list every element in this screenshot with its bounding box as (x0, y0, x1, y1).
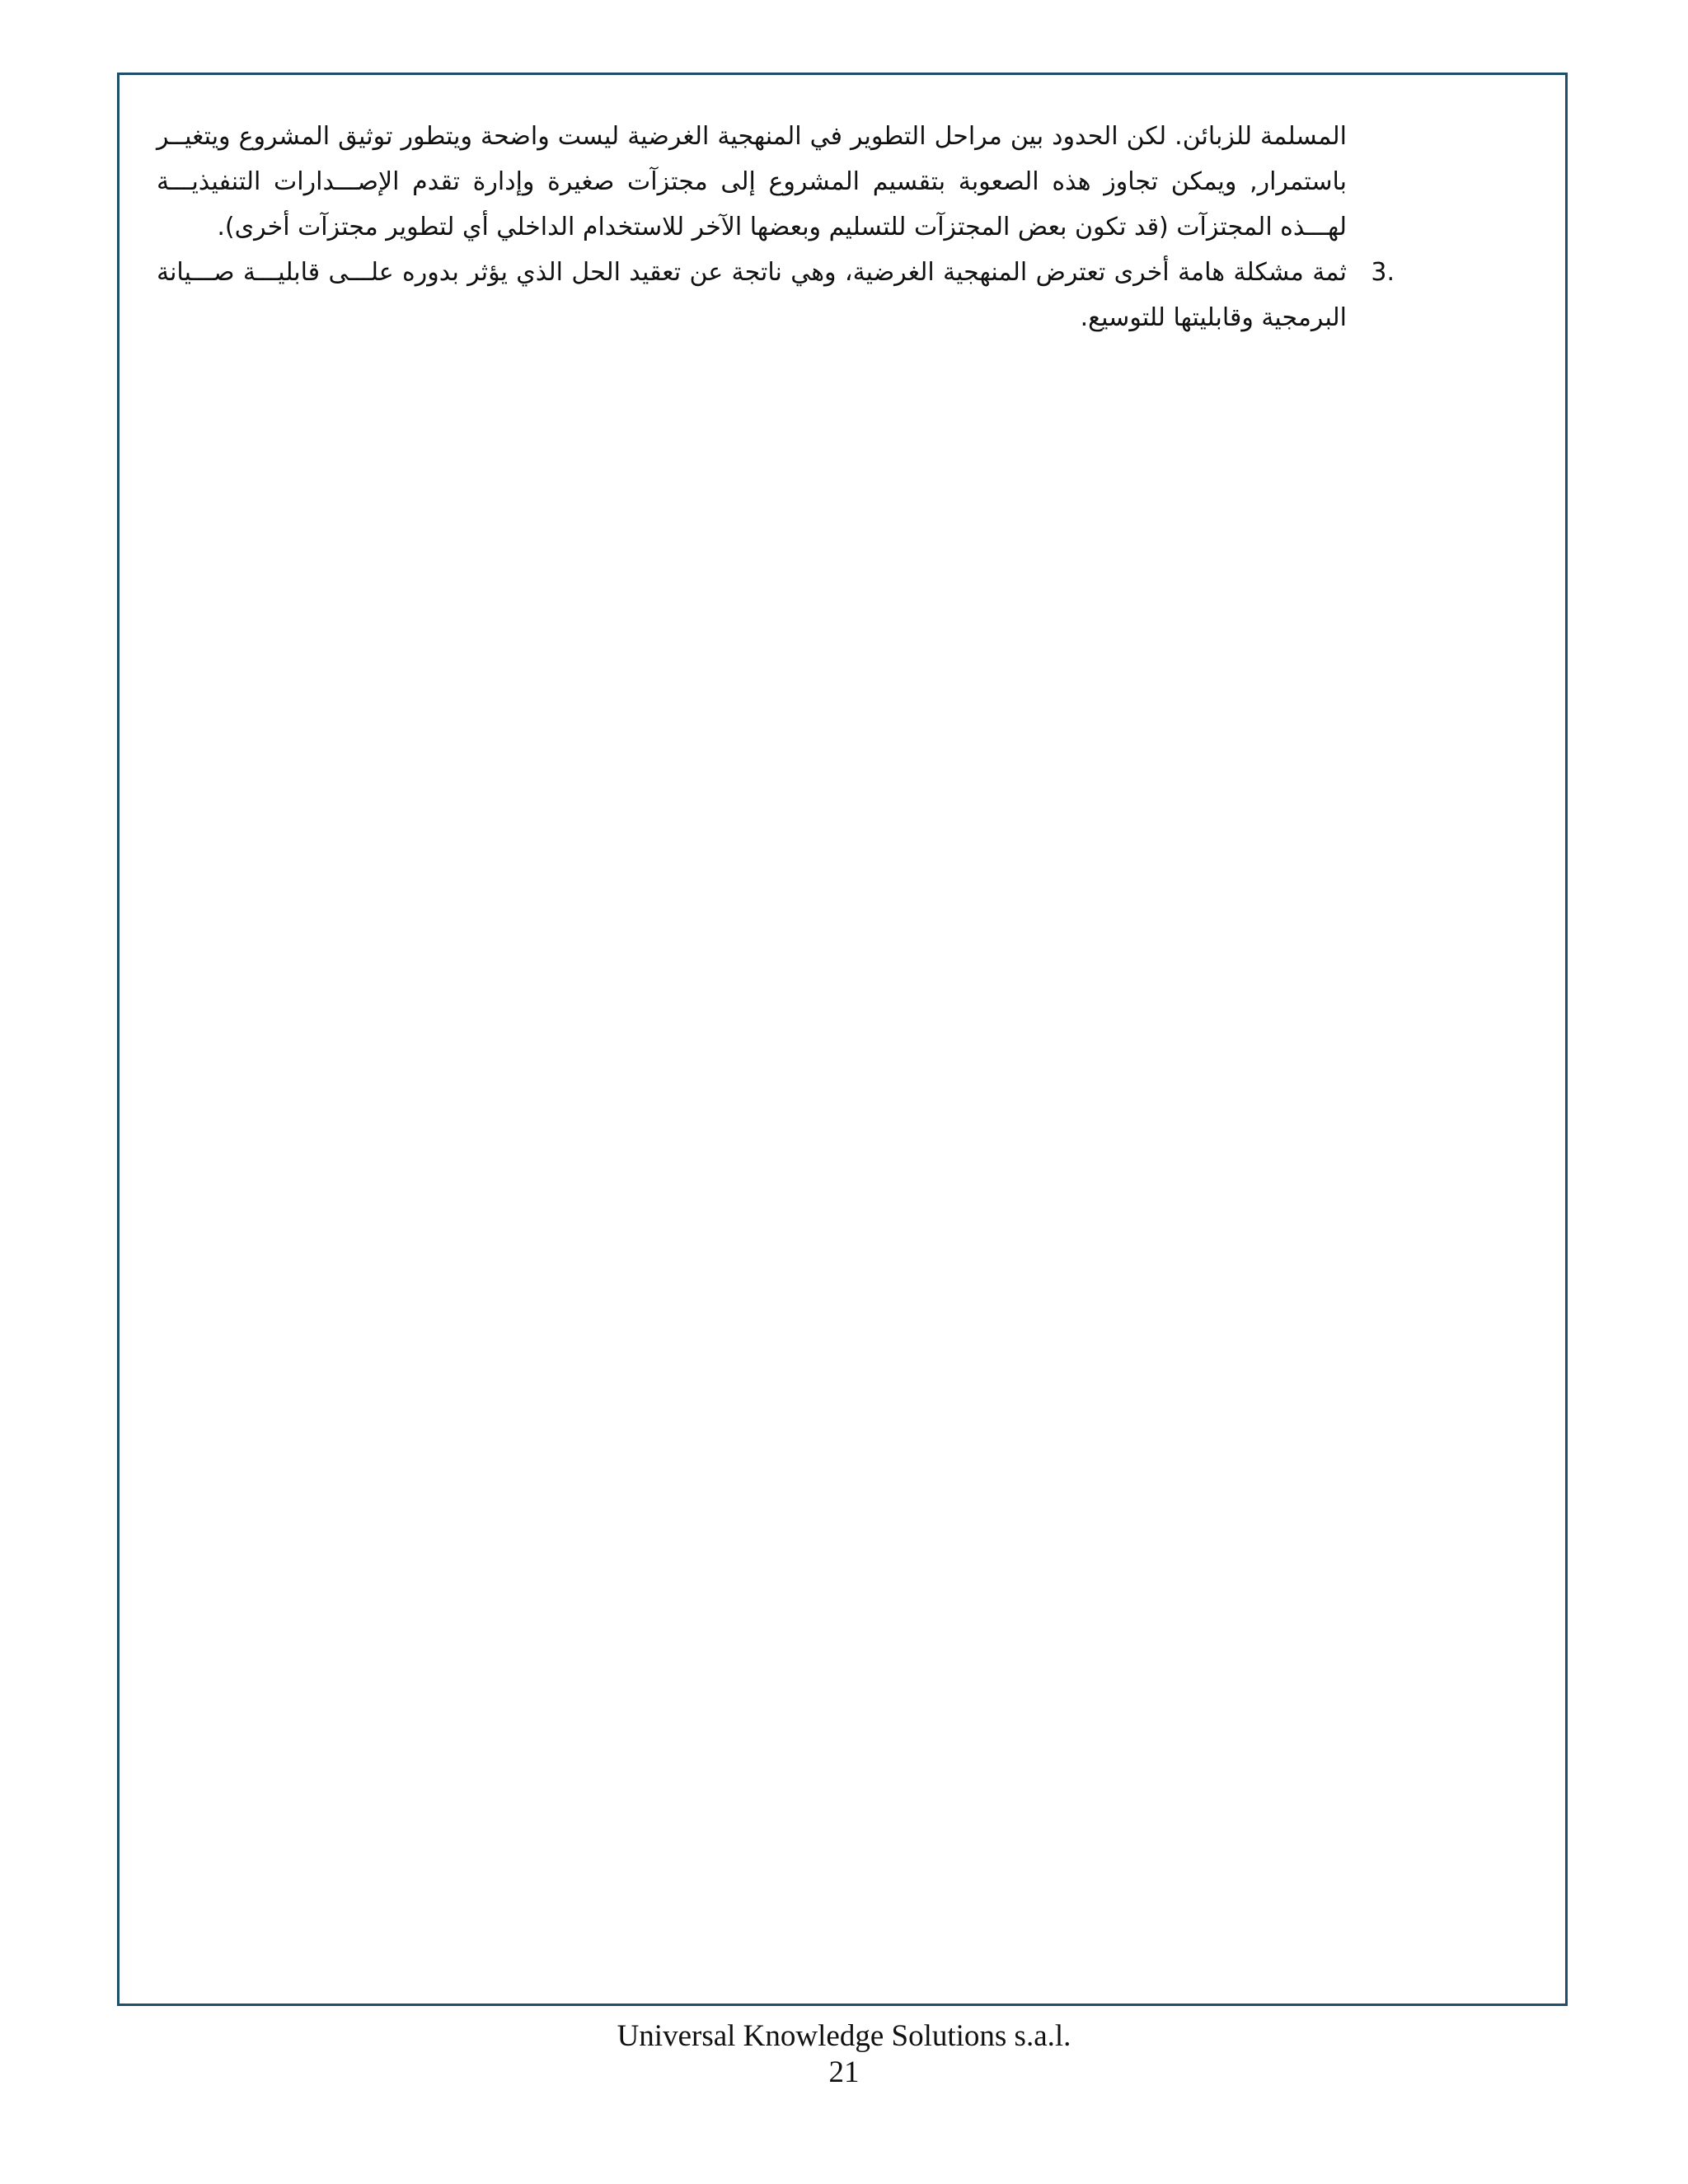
paragraph-continuation: المسلمة للزبائن. لكن الحدود بين مراحل التطوير في المنهجية الغرضية ليست واضحة ويتطور توثيق المشروع ويتغيــر باستمرار, ويمكن تجاوز هذه الصعوبة بتقسيم المشروع إلى مجتزآت صغيرة وإدارة تقدم الإصـــدارات التنفيذيـــة لهـــذه المجتزآت (قد تكون بعض المجتزآت للتسليم وبعضها الآخر للاستخدام الداخلي أي لتطوير مجتزآت أخرى). (157, 122, 1347, 241)
footer-company-name: Universal Knowledge Solutions s.a.l. (617, 2019, 1071, 2053)
page-border-frame (117, 73, 1568, 2006)
list-item-text: ثمة مشكلة هامة أخرى تعترض المنهجية الغرضية، وهي ناتجة عن تعقيد الحل الذي يؤثر بدوره علـــى قابليـــة صـــيانة البرمجية وقابليتها للتوسيع. (157, 258, 1347, 332)
page-number: 21 (828, 2055, 860, 2089)
page-footer (0, 2018, 1688, 2090)
list-item (157, 250, 1395, 340)
list-item-number: 3. (1371, 258, 1395, 287)
numbered-list (157, 250, 1395, 340)
document-body (157, 114, 1395, 340)
